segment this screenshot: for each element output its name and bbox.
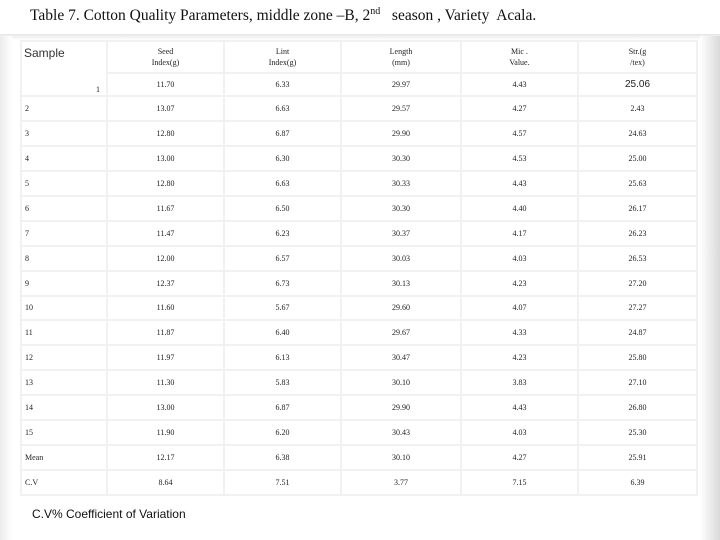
table-cell: 4.27 bbox=[462, 446, 577, 469]
table-cell: 6.63 bbox=[225, 97, 340, 120]
table-cell: 6.30 bbox=[225, 147, 340, 170]
table-cell: 30.30 bbox=[342, 197, 460, 220]
table-cell: 4.43 bbox=[462, 172, 577, 195]
table-row bbox=[22, 222, 696, 245]
row-label: 11 bbox=[22, 321, 106, 344]
table-row bbox=[22, 346, 696, 369]
table-cell: 6.33 bbox=[225, 74, 340, 95]
column-header-line: Str.(g bbox=[628, 47, 647, 56]
table-cell: 25.91 bbox=[579, 446, 696, 469]
table-cell: 13.07 bbox=[108, 97, 223, 120]
table-cell: 6.39 bbox=[579, 471, 696, 494]
column-header-line: Index(g) bbox=[151, 58, 180, 67]
table-cell: 30.13 bbox=[342, 272, 460, 295]
table-cell: 5.83 bbox=[225, 371, 340, 394]
table-row bbox=[22, 446, 696, 469]
table-cell: 6.13 bbox=[225, 346, 340, 369]
column-header bbox=[462, 42, 577, 72]
table-cell: 4.23 bbox=[462, 272, 577, 295]
table-cell: 13.00 bbox=[108, 147, 223, 170]
column-header-line: Mic . bbox=[511, 47, 528, 56]
table-cell: 25.00 bbox=[579, 147, 696, 170]
slide-shadow-left bbox=[0, 36, 12, 540]
table-cell: 6.50 bbox=[225, 197, 340, 220]
table-cell: 6.40 bbox=[225, 321, 340, 344]
table-cell: 4.57 bbox=[462, 122, 577, 145]
row-label: Mean bbox=[22, 446, 106, 469]
table-cell: 4.17 bbox=[462, 222, 577, 245]
table-cell: 25.30 bbox=[579, 421, 696, 444]
table-cell: 7.51 bbox=[225, 471, 340, 494]
column-header-line: Index(g) bbox=[268, 58, 297, 67]
row-label: 7 bbox=[22, 222, 106, 245]
table-cell: 11.30 bbox=[108, 371, 223, 394]
table-cell: 7.15 bbox=[462, 471, 577, 494]
table-row bbox=[22, 147, 696, 170]
table-row bbox=[22, 371, 696, 394]
table-cell: 24.63 bbox=[579, 122, 696, 145]
table-cell: 30.10 bbox=[342, 371, 460, 394]
column-header bbox=[342, 42, 460, 72]
row-1-label: 1 bbox=[96, 85, 100, 94]
table-cell: 11.97 bbox=[108, 346, 223, 369]
table-cell: 11.70 bbox=[108, 74, 223, 95]
table-cell: 4.27 bbox=[462, 97, 577, 120]
column-header-line: Seed bbox=[157, 47, 174, 56]
row-label: 15 bbox=[22, 421, 106, 444]
table-cell: 6.87 bbox=[225, 396, 340, 419]
table-cell: 2.43 bbox=[579, 97, 696, 120]
column-header-line: Lint bbox=[275, 47, 290, 56]
table-cell: 6.57 bbox=[225, 247, 340, 270]
row-label: 13 bbox=[22, 371, 106, 394]
row-label: 9 bbox=[22, 272, 106, 295]
table-cell: 29.60 bbox=[342, 297, 460, 320]
table-row bbox=[22, 97, 696, 120]
table-cell: 25.63 bbox=[579, 172, 696, 195]
table-row bbox=[22, 122, 696, 145]
table-cell: 6.73 bbox=[225, 272, 340, 295]
column-header-line: (mm) bbox=[392, 58, 410, 67]
table-cell: 11.87 bbox=[108, 321, 223, 344]
table-cell: 12.80 bbox=[108, 172, 223, 195]
table-cell: 30.47 bbox=[342, 346, 460, 369]
table-cell: 5.67 bbox=[225, 297, 340, 320]
column-header-line: Value. bbox=[509, 58, 530, 67]
table-cell: 11.60 bbox=[108, 297, 223, 320]
column-header-line: /tex) bbox=[630, 58, 645, 67]
sample-header-cell bbox=[22, 42, 106, 95]
table-cell: 30.33 bbox=[342, 172, 460, 195]
table-cell: 26.17 bbox=[579, 197, 696, 220]
table-header-row bbox=[22, 42, 696, 72]
row-label: 14 bbox=[22, 396, 106, 419]
table-row bbox=[22, 74, 696, 95]
table-cell: 6.87 bbox=[225, 122, 340, 145]
table-cell: 24.87 bbox=[579, 321, 696, 344]
title-superscript: nd bbox=[370, 6, 381, 17]
table-cell: 4.03 bbox=[462, 421, 577, 444]
title-prefix: Table 7. Cotton Quality Parameters, middle zone –B, 2 bbox=[30, 7, 371, 25]
table-title bbox=[30, 6, 536, 25]
table-cell: 30.10 bbox=[342, 446, 460, 469]
column-header bbox=[579, 42, 696, 72]
table-cell: 27.27 bbox=[579, 297, 696, 320]
sample-header: Sample bbox=[24, 46, 65, 60]
slide-shadow-right bbox=[700, 36, 720, 540]
table-cell: 6.63 bbox=[225, 172, 340, 195]
table-cell: 25.80 bbox=[579, 346, 696, 369]
column-header bbox=[108, 42, 223, 72]
table-cell: 6.20 bbox=[225, 421, 340, 444]
row-label: 2 bbox=[22, 97, 106, 120]
row-label: 12 bbox=[22, 346, 106, 369]
table-cell: 12.00 bbox=[108, 247, 223, 270]
table-row bbox=[22, 421, 696, 444]
quality-table bbox=[20, 40, 698, 496]
row-label: C.V bbox=[22, 471, 106, 494]
table-cell: 12.80 bbox=[108, 122, 223, 145]
table-cell: 4.07 bbox=[462, 297, 577, 320]
table-cell: 8.64 bbox=[108, 471, 223, 494]
table-cell: 12.37 bbox=[108, 272, 223, 295]
table-cell: 4.43 bbox=[462, 396, 577, 419]
footnote: C.V% Coefficient of Variation bbox=[32, 507, 186, 521]
table-cell: 30.03 bbox=[342, 247, 460, 270]
table-cell: 11.90 bbox=[108, 421, 223, 444]
table-cell: 6.38 bbox=[225, 446, 340, 469]
table-row bbox=[22, 197, 696, 220]
table-cell: 12.17 bbox=[108, 446, 223, 469]
table-cell: 29.97 bbox=[342, 74, 460, 95]
table-cell: 25.06 bbox=[579, 74, 696, 95]
table-cell: 11.67 bbox=[108, 197, 223, 220]
table-cell: 27.20 bbox=[579, 272, 696, 295]
row-label: 10 bbox=[22, 297, 106, 320]
row-label: 5 bbox=[22, 172, 106, 195]
table-cell: 6.23 bbox=[225, 222, 340, 245]
table-cell: 29.90 bbox=[342, 396, 460, 419]
table-cell: 3.83 bbox=[462, 371, 577, 394]
table-cell: 4.23 bbox=[462, 346, 577, 369]
table-cell: 4.03 bbox=[462, 247, 577, 270]
table-cell: 3.77 bbox=[342, 471, 460, 494]
table-cell: 4.40 bbox=[462, 197, 577, 220]
table-cell: 29.67 bbox=[342, 321, 460, 344]
column-header bbox=[225, 42, 340, 72]
table-cell: 26.23 bbox=[579, 222, 696, 245]
table-cell: 29.57 bbox=[342, 97, 460, 120]
table-cell: 27.10 bbox=[579, 371, 696, 394]
table-cell: 26.53 bbox=[579, 247, 696, 270]
title-suffix: season , Variety Acala. bbox=[380, 7, 537, 25]
table-row bbox=[22, 471, 696, 494]
table-row bbox=[22, 172, 696, 195]
row-label: 4 bbox=[22, 147, 106, 170]
table-cell: 13.00 bbox=[108, 396, 223, 419]
table-cell: 30.43 bbox=[342, 421, 460, 444]
row-label: 8 bbox=[22, 247, 106, 270]
table-cell: 4.53 bbox=[462, 147, 577, 170]
table-cell: 26.80 bbox=[579, 396, 696, 419]
table-cell: 4.33 bbox=[462, 321, 577, 344]
table-cell: 11.47 bbox=[108, 222, 223, 245]
table-row bbox=[22, 396, 696, 419]
table-cell: 30.30 bbox=[342, 147, 460, 170]
row-label: 6 bbox=[22, 197, 106, 220]
table-row bbox=[22, 321, 696, 344]
column-header-line: Length bbox=[389, 47, 413, 56]
table-row bbox=[22, 247, 696, 270]
table-row bbox=[22, 297, 696, 320]
table-row bbox=[22, 272, 696, 295]
table-cell: 29.90 bbox=[342, 122, 460, 145]
table-cell: 30.37 bbox=[342, 222, 460, 245]
row-label: 3 bbox=[22, 122, 106, 145]
table-cell: 4.43 bbox=[462, 74, 577, 95]
